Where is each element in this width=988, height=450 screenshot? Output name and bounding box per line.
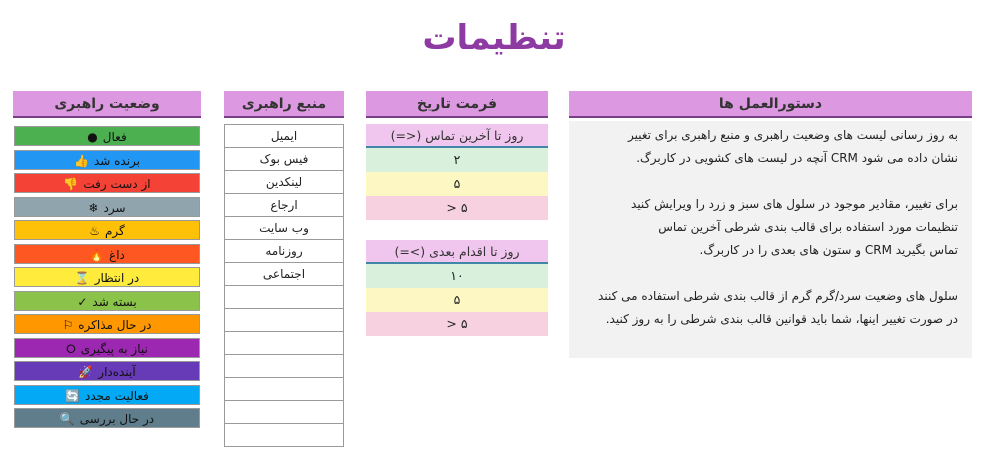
next-action-pink-value: ۵ < <box>366 312 548 336</box>
rocket-icon: 🚀 <box>78 365 94 379</box>
last-contact-label: روز تا آخرین تماس (<=) <box>366 124 548 148</box>
status-label: فعالیت مجدد <box>85 388 149 403</box>
status-item-hot[interactable] <box>14 244 200 264</box>
status-label: در حال مذاکره <box>78 318 152 332</box>
source-cell[interactable]: لینکدین <box>225 171 343 194</box>
ring-icon: ⭘ <box>66 341 76 356</box>
status-label: بسته شد <box>92 294 137 309</box>
source-cell[interactable] <box>225 355 343 378</box>
next-action-label: روز تا اقدام بعدی (>=) <box>366 240 548 264</box>
hourglass-icon: ⌛ <box>74 271 90 285</box>
status-item-closed[interactable] <box>14 291 200 311</box>
thumbs-up-icon: 👍 <box>73 153 89 168</box>
source-cell[interactable]: ارجاع <box>225 194 343 217</box>
status-item-reviewing[interactable] <box>14 408 200 428</box>
fire-icon: 🔥 <box>89 247 105 262</box>
last-contact-green-value[interactable]: ۲ <box>366 148 548 172</box>
status-label: سرد <box>103 200 126 215</box>
status-label: گرم <box>105 224 125 238</box>
source-cell[interactable] <box>225 286 343 309</box>
next-action-green-value[interactable]: ۱۰ <box>366 264 548 288</box>
source-cell[interactable]: فیس بوک <box>225 148 343 171</box>
magnifier-icon: 🔍 <box>59 412 75 426</box>
status-label: آینده‌دار <box>98 365 136 379</box>
status-item-lost[interactable] <box>14 173 200 193</box>
source-cell[interactable] <box>225 309 343 332</box>
status-header: وضعیت راهبری <box>13 91 201 118</box>
last-contact-pink-value: ۵ < <box>366 196 548 220</box>
hot-springs-icon: ♨ <box>89 224 100 238</box>
last-contact-block <box>366 124 548 220</box>
status-label: در حال بررسی <box>79 412 155 426</box>
instruction-paragraph: سلول های وضعیت سرد/گرم گرم از قالب بندی شرطی استفاده می کنند در صورت تغییر اینها، شما باید قوانین قالب بندی شرطی را به روز کنید. <box>598 289 958 326</box>
status-item-prospect[interactable] <box>14 361 200 381</box>
status-item-follow-up[interactable] <box>14 338 200 358</box>
source-cell[interactable]: روزنامه <box>225 240 343 263</box>
status-label: برنده شد <box>93 153 140 168</box>
status-item-reactivated[interactable] <box>14 385 200 405</box>
thumbs-down-icon: 👎 <box>63 177 79 191</box>
instruction-paragraph: برای تغییر، مقادیر موجود در سلول های سبز و زرد را ویرایش کنید تنظیمات مورد استفاده برای قالب بندی شرطی آخرین تماس تماس بگیرید CRM و ستون های بعدی را در کاربرگ. <box>631 197 958 257</box>
source-cell[interactable]: ایمیل <box>225 125 343 148</box>
status-item-won[interactable] <box>14 150 200 170</box>
instructions-panel <box>569 121 972 358</box>
status-item-active[interactable] <box>14 126 200 146</box>
snowflake-icon: ❄ <box>88 200 99 215</box>
status-label: در انتظار <box>94 271 140 285</box>
last-contact-yellow-value[interactable]: ۵ <box>366 172 548 196</box>
status-label: داغ <box>109 247 125 262</box>
page-title: تنظیمات <box>422 18 566 58</box>
status-label: نیاز به پیگیری <box>80 341 148 356</box>
status-label: از دست رفت <box>83 177 151 191</box>
dot-icon: ● <box>87 130 98 144</box>
status-item-cold[interactable] <box>14 197 200 217</box>
status-item-pending[interactable] <box>14 267 200 287</box>
source-cell[interactable] <box>225 401 343 424</box>
instruction-paragraph: به روز رسانی لیست های وضعیت راهبری و منبع راهبری برای تغییر نشان داده می شود CRM آنچه در لیست های کشویی در کاربرگ. <box>628 128 958 165</box>
status-item-warm[interactable] <box>14 220 200 240</box>
next-action-yellow-value[interactable]: ۵ <box>366 288 548 312</box>
source-cell[interactable] <box>225 378 343 401</box>
source-cell[interactable] <box>225 332 343 355</box>
status-item-negotiating[interactable] <box>14 314 200 334</box>
status-label: فعال <box>102 130 127 144</box>
negotiation-icon: ⚐ <box>62 318 74 332</box>
next-action-block <box>366 240 548 336</box>
source-header: منبع راهبری <box>224 91 344 118</box>
check-icon: ✓ <box>77 294 88 309</box>
refresh-icon: 🔄 <box>65 388 81 403</box>
source-list <box>224 124 344 447</box>
source-cell[interactable] <box>225 424 343 447</box>
date-format-header: فرمت تاریخ <box>366 91 548 118</box>
source-cell[interactable]: وب سایت <box>225 217 343 240</box>
instructions-header: دستورالعمل ها <box>569 91 972 118</box>
source-cell[interactable]: اجتماعی <box>225 263 343 286</box>
status-list <box>14 126 200 432</box>
